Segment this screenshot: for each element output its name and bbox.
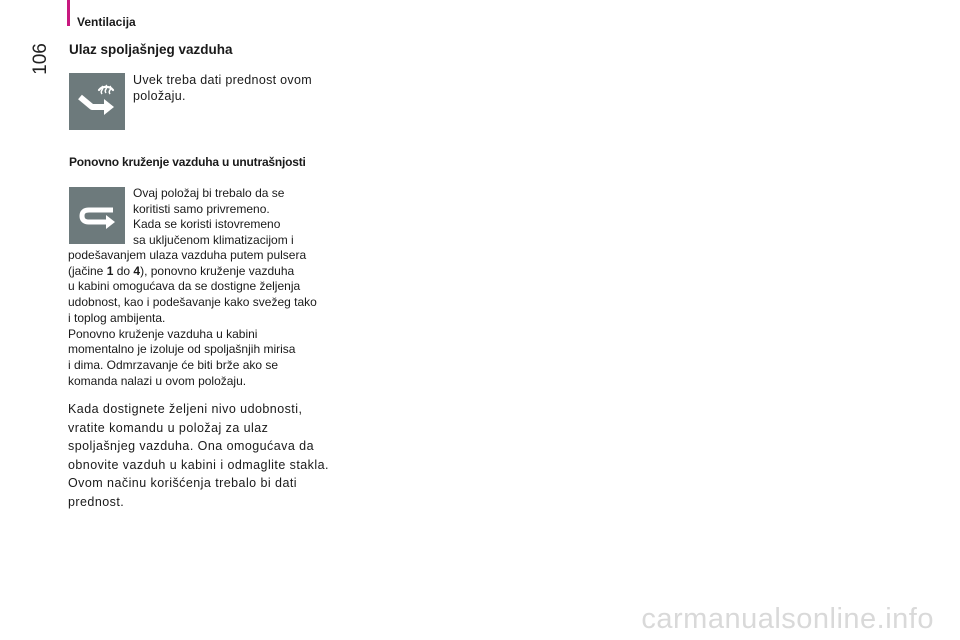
text-line: Ovom načinu korišćenja trebalo bi dati — [68, 476, 298, 491]
text-line: obnovite vazduh u kabini i odmaglite stakla. — [68, 457, 329, 472]
intensity-value: 1 — [106, 263, 114, 278]
watermark: carmanualsonline.info — [641, 603, 934, 635]
section-title-recirculation: Ponovno kruženje vazduha u unutrašnjosti — [69, 155, 306, 169]
outside-air-icon — [69, 73, 125, 130]
text-line: i toplog ambijenta. — [68, 310, 166, 325]
text-line: u kabini omogućava da se dostigne željenja — [68, 279, 301, 294]
text-fragment: ), ponovno kruženje vazduha — [140, 263, 295, 278]
text-line: Kada dostignete željeni nivo udobnosti, — [68, 402, 303, 416]
text-line: prednost. — [68, 494, 125, 509]
text-fragment: do — [113, 263, 134, 278]
text-line: i dima. Odmrzavanje će biti brže ako se — [68, 357, 279, 372]
text-line: vratite komandu u položaj za ulaz — [68, 420, 269, 435]
text-line: položaju. — [133, 89, 186, 103]
section2-text-body — [68, 248, 348, 389]
section-title-outside-air: Ulaz spoljašnjeg vazduha — [69, 42, 233, 57]
section2-text-beside-icon — [133, 186, 343, 249]
text-line: spoljašnjeg vazduha. Ona omogućava da — [68, 439, 314, 454]
text-line: Uvek treba dati prednost ovom — [133, 73, 312, 87]
text-line: koritisti samo privremeno. — [133, 201, 270, 216]
intensity-value: 4 — [133, 263, 141, 278]
text-line: Kada se koristi istovremeno — [133, 217, 281, 232]
text-fragment: (jačine — [68, 263, 107, 278]
section1-text — [133, 72, 343, 104]
text-line: Ovaj položaj bi trebalo da se — [133, 186, 285, 200]
text-line: Ponovno kruženje vazduha u kabini — [68, 326, 258, 341]
text-line: sa uključenom klimatizacijom i — [133, 233, 294, 248]
text-line: komanda nalazi u ovom položaju. — [68, 373, 247, 388]
closing-paragraph — [68, 400, 348, 512]
text-line: momentalno je izoluje od spoljašnjih mirisa — [68, 342, 296, 357]
text-line: podešavanjem ulaza vazduha putem pulsera — [68, 248, 307, 262]
chapter-title: Ventilacija — [77, 15, 136, 29]
text-line: udobnost, kao i podešavanje kako svežeg tako — [68, 295, 317, 310]
recirculation-icon — [69, 187, 125, 244]
page-number: 106 — [30, 43, 51, 75]
chapter-accent-bar — [67, 0, 70, 26]
text-line-with-bold-values — [68, 264, 348, 280]
